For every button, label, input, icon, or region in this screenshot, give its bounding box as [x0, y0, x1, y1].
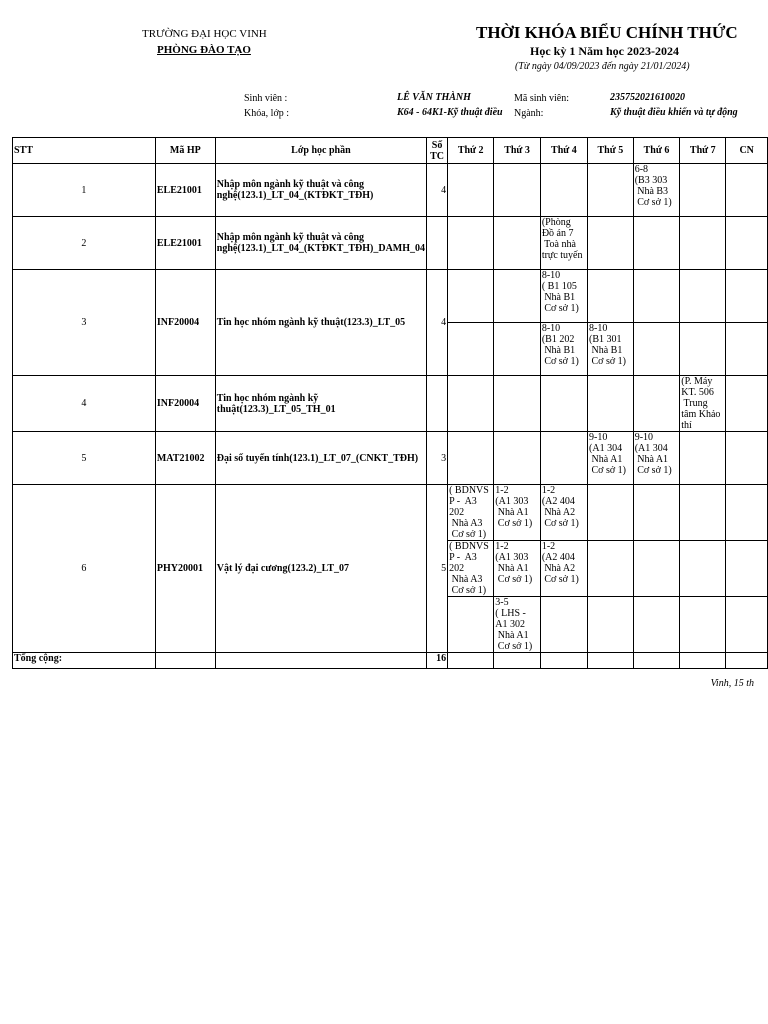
- student-name-label: Sinh viên :: [244, 93, 288, 104]
- cell-thu: [588, 541, 634, 597]
- cell-sat: (P. Máy KT. 506 Trung tâm Khảo thí: [680, 376, 726, 432]
- student-id-label: Mã sinh viên:: [514, 93, 569, 104]
- school-name: TRƯỜNG ĐẠI HỌC VINH: [142, 28, 267, 40]
- cell-wed: [540, 597, 587, 653]
- table-header-row: [13, 138, 768, 164]
- cell-thu: [588, 270, 634, 323]
- cell-tue: 1-2 (A1 303 Nhà A1 Cơ sở 1): [494, 541, 541, 597]
- cell-thu: [588, 376, 634, 432]
- cell-sun: [726, 217, 768, 270]
- row-stt: 5: [13, 432, 156, 485]
- col-thu: Thứ 5: [588, 138, 634, 164]
- row-code: INF20004: [155, 270, 215, 376]
- cell-fri: [633, 485, 680, 541]
- date-range: (Từ ngày 04/09/2023 đến ngày 21/01/2024): [515, 61, 690, 72]
- col-sat: Thứ 7: [680, 138, 726, 164]
- cell-mon: [448, 323, 494, 376]
- cell-tue: 1-2 (A1 303 Nhà A1 Cơ sở 1): [494, 485, 541, 541]
- empty-cell: [680, 653, 726, 669]
- row-stt: 3: [13, 270, 156, 376]
- semester-label: Học kỳ 1 Năm học 2023-2024: [530, 44, 679, 58]
- cell-sat: [680, 541, 726, 597]
- total-label: Tổng cộng:: [13, 653, 156, 669]
- cell-tue: 3-5 ( LHS - A1 302 Nhà A1 Cơ sở 1): [494, 597, 541, 653]
- cell-fri: [633, 270, 680, 323]
- cell-thu: [588, 217, 634, 270]
- row-stt: 4: [13, 376, 156, 432]
- col-code: Mã HP: [155, 138, 215, 164]
- cell-thu: 9-10 (A1 304 Nhà A1 Cơ sở 1): [588, 432, 634, 485]
- table-row: [13, 432, 768, 485]
- cell-thu: [588, 164, 634, 217]
- cell-mon: [448, 432, 494, 485]
- col-stt: STT: [13, 138, 156, 164]
- row-credits: 3: [427, 432, 448, 485]
- table-row: [13, 376, 768, 432]
- cell-tue: [494, 164, 541, 217]
- col-fri: Thứ 6: [633, 138, 680, 164]
- cell-fri: [633, 541, 680, 597]
- cell-sun: [726, 541, 768, 597]
- row-credits: [427, 376, 448, 432]
- cell-fri: [633, 217, 680, 270]
- cell-mon: ( BDNVS P - A3 202 Nhà A3 Cơ sở 1): [448, 541, 494, 597]
- empty-cell: [215, 653, 426, 669]
- table-row: [13, 485, 768, 541]
- empty-cell: [588, 653, 634, 669]
- row-credits: 4: [427, 164, 448, 217]
- table-row: [13, 164, 768, 217]
- cell-sun: [726, 376, 768, 432]
- cell-sat: [680, 164, 726, 217]
- class-value: K64 - 64K1-Kỹ thuật điều: [397, 107, 503, 118]
- empty-cell: [633, 653, 680, 669]
- row-course: Nhập môn ngành kỹ thuật và công nghệ(123.1)_LT_04_(KTĐKT_TĐH): [215, 164, 426, 217]
- row-stt: 1: [13, 164, 156, 217]
- cell-fri: 6-8 (B3 303 Nhà B3 Cơ sở 1): [633, 164, 680, 217]
- cell-sat: [680, 597, 726, 653]
- cell-wed: 8-10 (B1 202 Nhà B1 Cơ sở 1): [540, 323, 587, 376]
- col-tue: Thứ 3: [494, 138, 541, 164]
- empty-cell: [155, 653, 215, 669]
- class-label: Khóa, lớp :: [244, 108, 290, 119]
- cell-tue: [494, 376, 541, 432]
- student-name: LÊ VĂN THÀNH: [397, 92, 471, 103]
- cell-mon: [448, 597, 494, 653]
- cell-sun: [726, 485, 768, 541]
- row-course: Đại số tuyến tính(123.1)_LT_07_(CNKT_TĐH): [215, 432, 426, 485]
- table-row: [13, 217, 768, 270]
- cell-sun: [726, 432, 768, 485]
- cell-wed: (Phòng Đồ án 7 Toà nhà trực tuyến: [540, 217, 587, 270]
- cell-mon: ( BDNVS P - A3 202 Nhà A3 Cơ sở 1): [448, 485, 494, 541]
- cell-wed: 1-2 (A2 404 Nhà A2 Cơ sở 1): [540, 541, 587, 597]
- row-course: Vật lý đại cương(123.2)_LT_07: [215, 485, 426, 653]
- cell-mon: [448, 376, 494, 432]
- cell-tue: [494, 432, 541, 485]
- cell-wed: [540, 376, 587, 432]
- cell-fri: [633, 597, 680, 653]
- cell-sat: [680, 217, 726, 270]
- empty-cell: [540, 653, 587, 669]
- cell-wed: [540, 164, 587, 217]
- cell-thu: [588, 597, 634, 653]
- row-credits: [427, 217, 448, 270]
- empty-cell: [448, 653, 494, 669]
- row-stt: 2: [13, 217, 156, 270]
- col-wed: Thứ 4: [540, 138, 587, 164]
- cell-wed: [540, 432, 587, 485]
- major-label: Ngành:: [514, 108, 544, 119]
- cell-tue: [494, 270, 541, 323]
- schedule-table: [12, 137, 768, 669]
- row-course: Tin học nhóm ngành kỹ thuật(123.3)_LT_05_TH_01: [215, 376, 426, 432]
- row-code: PHY20001: [155, 485, 215, 653]
- cell-mon: [448, 217, 494, 270]
- cell-mon: [448, 270, 494, 323]
- empty-cell: [726, 653, 768, 669]
- cell-mon: [448, 164, 494, 217]
- cell-wed: 8-10 ( B1 105 Nhà B1 Cơ sở 1): [540, 270, 587, 323]
- cell-sat: [680, 323, 726, 376]
- cell-sun: [726, 597, 768, 653]
- cell-sun: [726, 270, 768, 323]
- row-code: ELE21001: [155, 164, 215, 217]
- row-course: Nhập môn ngành kỹ thuật và công nghệ(123.1)_LT_04_(KTĐKT_TĐH)_DAMH_04: [215, 217, 426, 270]
- col-course: Lớp học phần: [215, 138, 426, 164]
- student-id: 235752021610020: [610, 92, 685, 103]
- row-code: INF20004: [155, 376, 215, 432]
- footer-place-date: Vinh, 15 th: [710, 678, 754, 689]
- empty-cell: [494, 653, 541, 669]
- cell-fri: 9-10 (A1 304 Nhà A1 Cơ sở 1): [633, 432, 680, 485]
- cell-tue: [494, 323, 541, 376]
- cell-tue: [494, 217, 541, 270]
- cell-fri: [633, 323, 680, 376]
- cell-fri: [633, 376, 680, 432]
- row-code: ELE21001: [155, 217, 215, 270]
- col-credits: Số TC: [427, 138, 448, 164]
- cell-sun: [726, 164, 768, 217]
- cell-wed: 1-2 (A2 404 Nhà A2 Cơ sở 1): [540, 485, 587, 541]
- col-sun: CN: [726, 138, 768, 164]
- cell-sun: [726, 323, 768, 376]
- col-mon: Thứ 2: [448, 138, 494, 164]
- major-value: Kỹ thuật điều khiển và tự động: [610, 107, 738, 118]
- department-name: PHÒNG ĐÀO TẠO: [157, 44, 251, 56]
- row-credits: 5: [427, 485, 448, 653]
- cell-sat: [680, 432, 726, 485]
- row-credits: 4: [427, 270, 448, 376]
- total-row: [13, 653, 768, 669]
- row-code: MAT21002: [155, 432, 215, 485]
- cell-thu: 8-10 (B1 301 Nhà B1 Cơ sở 1): [588, 323, 634, 376]
- cell-sat: [680, 485, 726, 541]
- table-row: [13, 270, 768, 323]
- row-stt: 6: [13, 485, 156, 653]
- total-credits: 16: [427, 653, 448, 669]
- cell-thu: [588, 485, 634, 541]
- cell-sat: [680, 270, 726, 323]
- document-title: THỜI KHÓA BIỂU CHÍNH THỨC: [476, 23, 738, 42]
- row-course: Tin học nhóm ngành kỹ thuật(123.3)_LT_05: [215, 270, 426, 376]
